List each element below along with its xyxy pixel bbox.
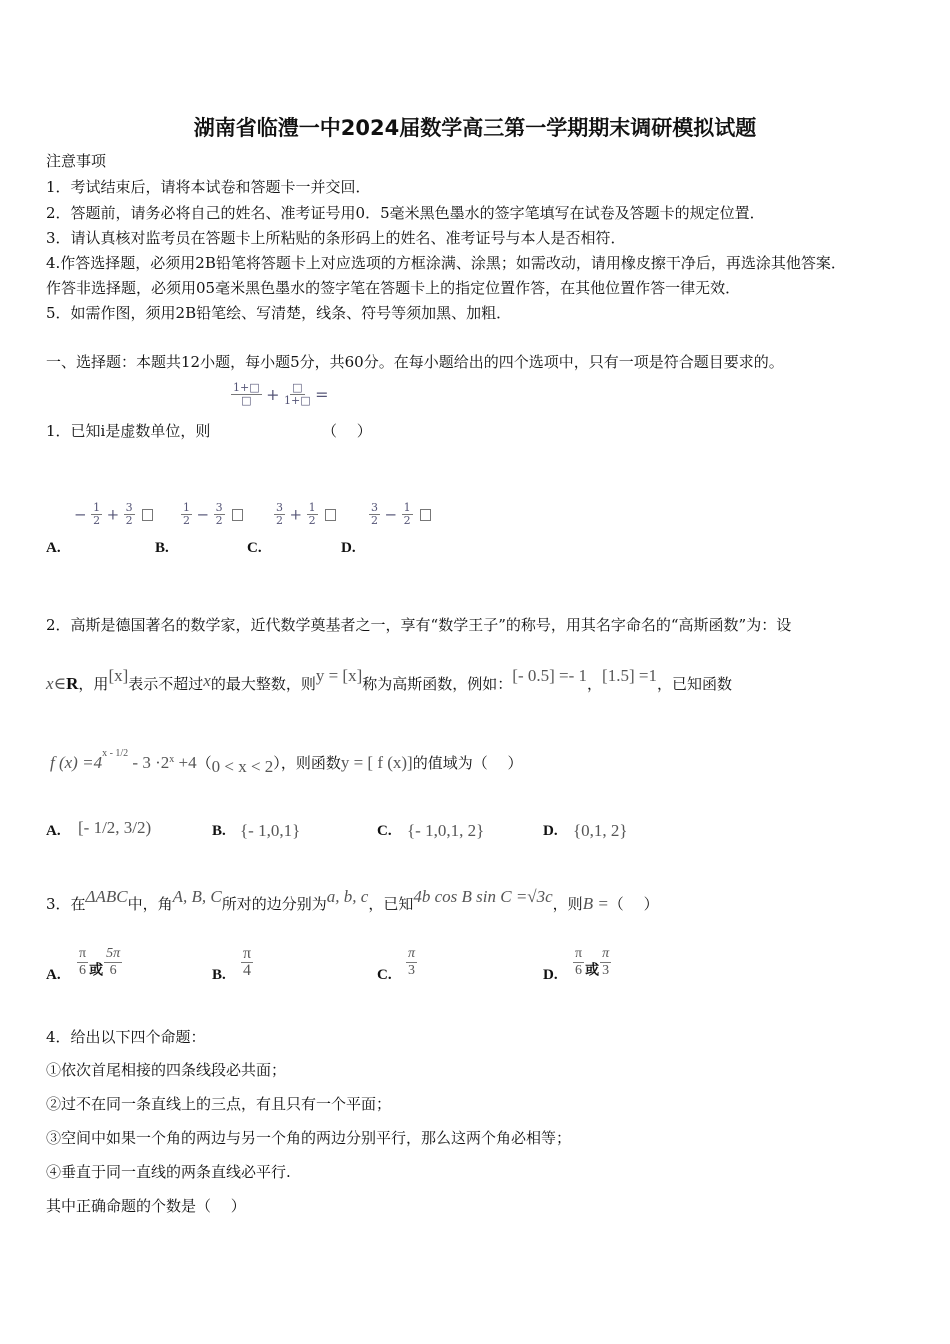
note-item: 2．答题前，请务必将自己的姓名、准考证号用0．5毫米黑色墨水的签字笔填写在试卷及答题卡的规定位置． (46, 204, 765, 222)
placeholder-box-icon (325, 509, 336, 521)
page-title: 湖南省临澧一中2024届数学高三第一学期期末调研模拟试题 (193, 116, 757, 140)
q1-option-b-expr: $\frac{1}{2}$ − $\frac{3}{2}$ (180, 502, 243, 527)
fraction: $\frac{□}{1+□}$ (284, 381, 311, 407)
notes-heading: 注意事项 (46, 152, 107, 170)
q3-option-a-value: $\frac{\pi}{6}$ 或 $\frac{5\pi}{6}$ (79, 946, 121, 979)
placeholder-box-icon (420, 509, 431, 521)
q4-stem: 4．给出以下四个命题： (46, 1028, 206, 1046)
placeholder-box-icon (142, 509, 153, 521)
q2-option-c-value: {- 1,0,1, 2} (407, 821, 485, 840)
q3-option-c-value: $\frac{\pi}{3}$ (408, 946, 416, 978)
note-item: 5．如需作图，须用2B铅笔绘、写清楚，线条、符号等须加黑、加粗． (46, 304, 512, 322)
note-item: 1．考试结束后，请将本试卷和答题卡一并交回． (46, 178, 371, 196)
q2-option-d-label[interactable]: D. (543, 823, 558, 839)
q3-option-d-label[interactable]: D. (543, 967, 558, 983)
q3-option-a-label[interactable]: A. (46, 967, 61, 983)
q3-option-b-label[interactable]: B. (212, 967, 226, 983)
q1-option-c-expr: $\frac{3}{2}$ + $\frac{1}{2}$ (273, 502, 336, 527)
q3-option-c-label[interactable]: C. (377, 967, 392, 983)
q2-stem-line3: f $(x) =4^{x - 1/2} - 3 \cdot 2^x +4(0 < x < 2)$，则函数y = [ f (x)]的值域为（ ） (50, 748, 523, 776)
q2-option-c-label[interactable]: C. (377, 823, 392, 839)
q1-option-c-label[interactable]: C. (247, 540, 262, 556)
note-item: 作答非选择题，必须用05毫米黑色墨水的签字笔在答题卡上的指定位置作答，在其他位置作答一律无效． (46, 279, 741, 297)
q4-question: 其中正确命题的个数是（ ） (46, 1197, 246, 1215)
q2-stem-line1: 2．高斯是德国著名的数学家，近代数学奠基者之一，享有“数学王子”的称号，用其名字命名的“高斯函数”为：设 (46, 616, 792, 634)
q3-option-b-value: $\frac{\pi}{4}$ (243, 945, 252, 979)
q3-option-d-value: $\frac{\pi}{6}$ 或 $\frac{\pi}{3}$ (575, 946, 610, 979)
q4-proposition: ④垂直于同一直线的两条直线必平行. (46, 1163, 291, 1181)
q2-option-a-value: [- 1/2, 3/2) (78, 818, 152, 837)
placeholder-box-icon (232, 509, 243, 521)
fraction: $\frac{1+□}{□}$ (233, 381, 260, 407)
q1-option-a-expr: − $\frac{1}{2}$ + $\frac{3}{2}$ (74, 502, 153, 527)
answer-paren: （ ） (322, 422, 372, 440)
q1-formula: $\frac{1+□}{□}$ + $\frac{□}{1+□}$ = (233, 381, 329, 407)
q1-option-d-label[interactable]: D. (341, 540, 356, 556)
q1-option-d-expr: $\frac{3}{2}$ − $\frac{1}{2}$ (368, 502, 431, 527)
q2-option-a-label[interactable]: A. (46, 823, 61, 839)
q1-stem: 1．已知i是虚数单位，则 (46, 422, 211, 440)
q4-proposition: ①依次首尾相接的四条线段必共面； (46, 1061, 287, 1079)
q3-stem: 3．在ΔABC中，角A, B, C所对的边分别为a, b, c，已知4b cos B sin C =√3c，则B =（ ） (46, 887, 659, 913)
note-item: 4.作答选择题，必须用2B铅笔将答题卡上对应选项的方框涂满、涂黑；如需改动，请用橡皮擦干净后，再选涂其他答案． (46, 254, 846, 272)
q2-stem-line2: x∈R，用[x]表示不超过x的最大整数，则y = [x]称为高斯函数，例如：[- 0.5] =- 1，[1.5] =1，已知函数 (46, 666, 732, 693)
q2-option-d-value: {0,1, 2} (573, 821, 628, 840)
q2-option-b-value: {- 1,0,1} (240, 821, 301, 840)
section-heading: 一、选择题：本题共12小题，每小题5分，共60分。在每小题给出的四个选项中，只有一项是符合题目要求的。 (46, 353, 784, 371)
note-item: 3．请认真核对监考员在答题卡上所粘贴的条形码上的姓名、准考证号与本人是否相符． (46, 229, 626, 247)
q2-option-b-label[interactable]: B. (212, 823, 226, 839)
q4-proposition: ③空间中如果一个角的两边与另一个角的两边分别平行，那么这两个角必相等； (46, 1129, 572, 1147)
q1-option-a-label[interactable]: A. (46, 540, 61, 556)
q4-proposition: ②过不在同一条直线上的三点，有且只有一个平面； (46, 1095, 392, 1113)
q1-option-b-label[interactable]: B. (155, 540, 169, 556)
